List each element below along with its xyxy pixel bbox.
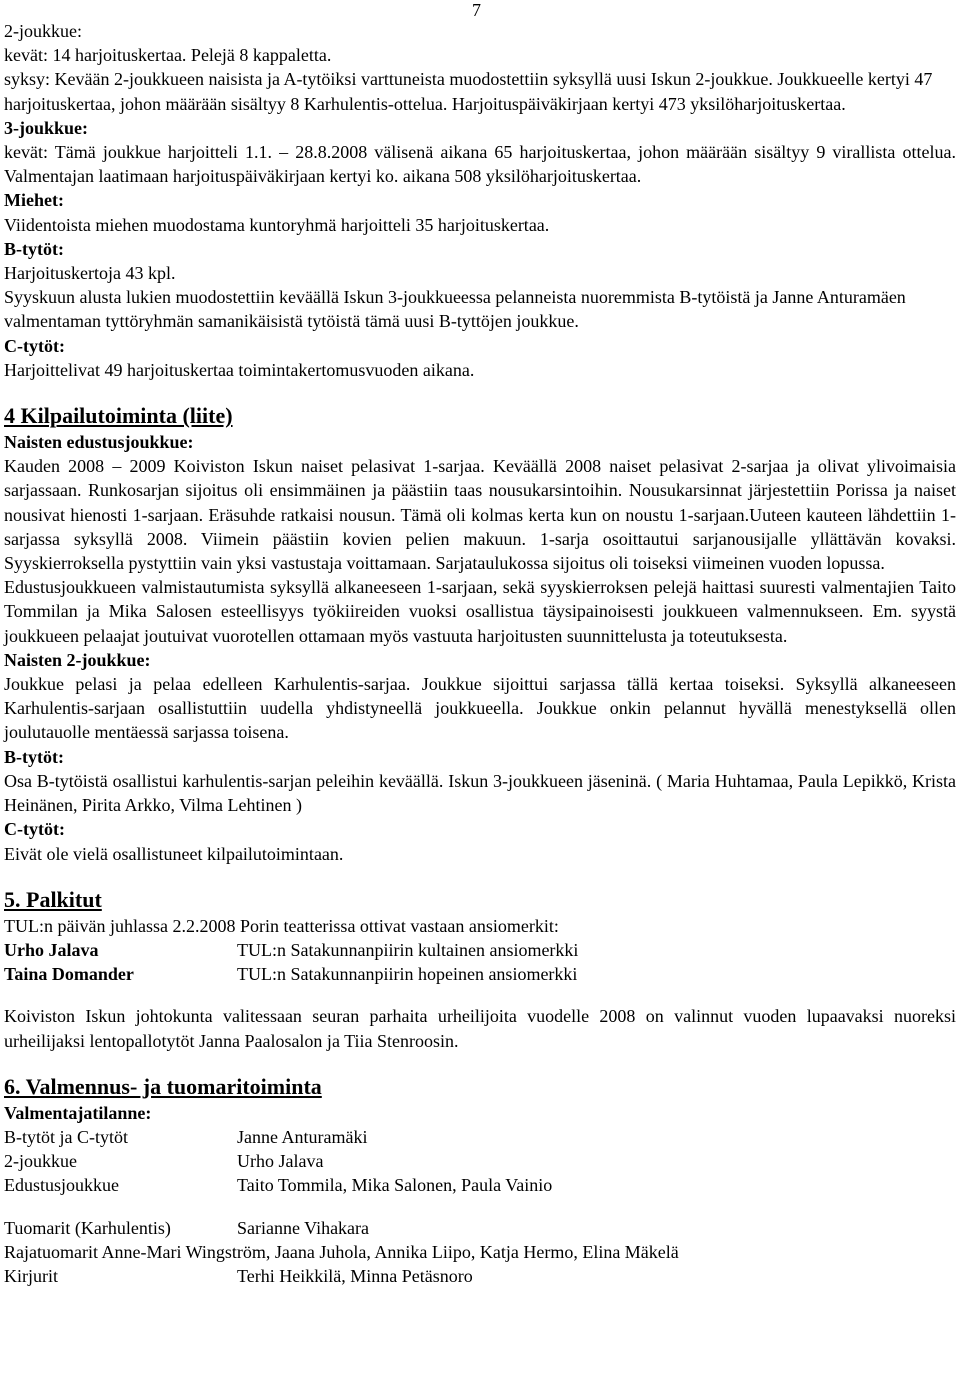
- page-number: 7: [472, 0, 481, 20]
- page-content: [4, 19, 956, 1288]
- award-name: TUL:n Satakunnanpiirin kultainen ansiomerkki: [237, 939, 579, 960]
- paragraph: syksy: Kevään 2-joukkueen naisista ja A-tytöiksi varttuneista muodostettiin syksyllä uusi Iskun 2-joukkue. Joukkueelle kertyi 47 harjoituskertaa, johon määrään sisältyy 8 Karhulentis-ottelua. Harjoituspäiväkirjaan kertyi 473 yksilöharjoituskertaa.: [4, 69, 933, 114]
- award-recipient: Taina Domander: [4, 964, 134, 985]
- coach-team: Edustusjoukkue: [4, 1175, 119, 1196]
- scorer-role: Kirjurit: [4, 1265, 58, 1286]
- paragraph: Viidentoista miehen muodostama kuntoryhmä harjoitteli 35 harjoituskertaa.: [4, 214, 550, 235]
- coach-names: Urho Jalava: [237, 1151, 324, 1172]
- paragraph: Harjoittelivat 49 harjoituskertaa toimintakertomusvuoden aikana.: [4, 359, 475, 380]
- coach-names: Taito Tommila, Mika Salonen, Paula Vainio: [237, 1175, 553, 1196]
- section-label-valmentajatilanne: Valmentajatilanne:: [4, 1102, 152, 1123]
- paragraph: Eivät ole vielä osallistuneet kilpailutoimintaan.: [4, 843, 344, 864]
- coach-row: [4, 1125, 956, 1149]
- coach-team: B-tytöt ja C-tytöt: [4, 1126, 128, 1147]
- award-name: TUL:n Satakunnanpiirin hopeinen ansiomerkki: [237, 964, 578, 985]
- paragraph: kevät: 14 harjoituskertaa. Pelejä 8 kappaletta.: [4, 45, 332, 66]
- section-label-naisten-2-joukkue: Naisten 2-joukkue:: [4, 649, 151, 670]
- award-row: [4, 938, 956, 962]
- scorer-row: [4, 1264, 956, 1288]
- paragraph: Osa B-tytöistä osallistui karhulentis-sarjan peleihin keväällä. Iskun 3-joukkueen jäseninä. ( Maria Huhtamaa, Paula Lepikkö, Krista Heinänen, Pirita Arkko, Vilma Lehtinen ): [4, 770, 956, 816]
- section-label-b-tytot: B-tytöt:: [4, 746, 64, 767]
- scorer-names: Terhi Heikkilä, Minna Petäsnoro: [237, 1265, 473, 1286]
- referee-names: Sarianne Vihakara: [237, 1217, 370, 1238]
- section-label-c-tytot: C-tytöt:: [4, 819, 65, 840]
- paragraph: Syyskuun alusta lukien muodostettiin keväällä Iskun 3-joukkueessa pelanneista nuoremmista B-tytöistä ja Janne Anturamäen valmentaman tyttöryhmän samanikäisistä tytöistä tämä uusi B-tyttöjen joukkue.: [4, 287, 906, 332]
- section-label-b-tytot: B-tytöt:: [4, 238, 64, 259]
- coach-row: [4, 1173, 956, 1197]
- referee-role: Tuomarit (Karhulentis): [4, 1217, 171, 1238]
- paragraph: Harjoituskertoja 43 kpl.: [4, 263, 176, 284]
- section-label-c-tytot: C-tytöt:: [4, 335, 65, 356]
- paragraph: Edustusjoukkueen valmistautumista syksyllä alkaneeseen 1-sarjaan, sekä syyskierroksen pelejä haittasi suuresti valmentajien Taito Tommilan ja Mika Salosen esteellisyys työkiireiden vuoksi osallistua täysipainoisesti joukkueen valmennukseen. Em. syystä joukkueen pelaajat joutuivat vuorotellen ottamaan myös vastuuta harjoitusten suunnittelusta ja toteutuksesta.: [4, 577, 956, 646]
- section-label-3-joukkue: 3-joukkue:: [4, 117, 89, 138]
- paragraph: kevät: Tämä joukkue harjoitteli 1.1. – 28.8.2008 välisenä aikana 65 harjoituskertaa, johon määrään sisältyy 9 virallista ottelua. Valmentajan laatimaan harjoituspäiväkirjaan kertyi ko. aikana 508 yksilöharjoituskertaa.: [4, 142, 956, 187]
- paragraph: TUL:n päivän juhlassa 2.2.2008 Porin teatterissa ottivat vastaan ansiomerkit:: [4, 915, 559, 936]
- paragraph: Joukkue pelasi ja pelaa edelleen Karhulentis-sarjaa. Joukkue sijoittui sarjassa tällä kertaa toiseksi. Syksyllä alkaneeseen Karhulentis-sarjaan osallistuttiin uudella yhdistyneellä joukkueella. Joukkue onkin pelannut hyvällä menestyksellä ollen joulutauolle mentäessä sarjassa toisena.: [4, 674, 956, 743]
- section-heading-kilpailutoiminta: 4 Kilpailutoiminta (liite): [4, 403, 233, 429]
- coach-row: [4, 1149, 956, 1173]
- section-label-2-joukkue: 2-joukkue:: [4, 21, 82, 41]
- paragraph: Koiviston Iskun johtokunta valitessaan seuran parhaita urheilijoita vuodelle 2008 on valinnut vuoden lupaavaksi nuoreksi urheilijaksi lentopallotytöt Janna Paalosalon ja Tiia Stenroosin.: [4, 1006, 956, 1051]
- section-heading-palkitut: 5. Palkitut: [4, 886, 102, 912]
- referee-row: [4, 1216, 956, 1240]
- award-recipient: Urho Jalava: [4, 939, 99, 960]
- section-label-miehet: Miehet:: [4, 190, 64, 211]
- award-row: [4, 962, 956, 986]
- section-label-edustusjoukkue: Naisten edustusjoukkue:: [4, 432, 194, 453]
- line-judges: Rajatuomarit Anne-Mari Wingström, Jaana Juhola, Annika Liipo, Katja Hermo, Elina Mäkelä: [4, 1241, 679, 1262]
- section-heading-valmennus: 6. Valmennus- ja tuomaritoiminta: [4, 1073, 322, 1099]
- paragraph: Kauden 2008 – 2009 Koiviston Iskun naiset pelasivat 1-sarjaa. Keväällä 2008 naiset pelasivat 2-sarjaa ja olivat ylivoimaisia sarjassaan. Runkosarjan sijoitus oli ensimmäinen ja päästiin taas nousukarsintoihin. Nousukarsinnat järjestettiin Porissa ja naiset nousivat hienosti 1-sarjaan. Eräsuhde ratkaisi nousun. Tämä oli kolmas kerta kun on noustu 1-sarjaan.Uuteen kauteen lähdettiin 1-sarjassa syksyllä 2008. Viimein päästiin kovien pelien makuun. 1-sarja osoittautui sarjanousijalle yllättävän kovaksi. Syyskierroksella pystyttiin vain yksi vastustaja voittamaan. Sarjataulukossa sijoitus oli toiseksi viimeinen vuoden lopussa.: [4, 456, 956, 574]
- coach-names: Janne Anturamäki: [237, 1126, 368, 1147]
- coach-team: 2-joukkue: [4, 1151, 77, 1172]
